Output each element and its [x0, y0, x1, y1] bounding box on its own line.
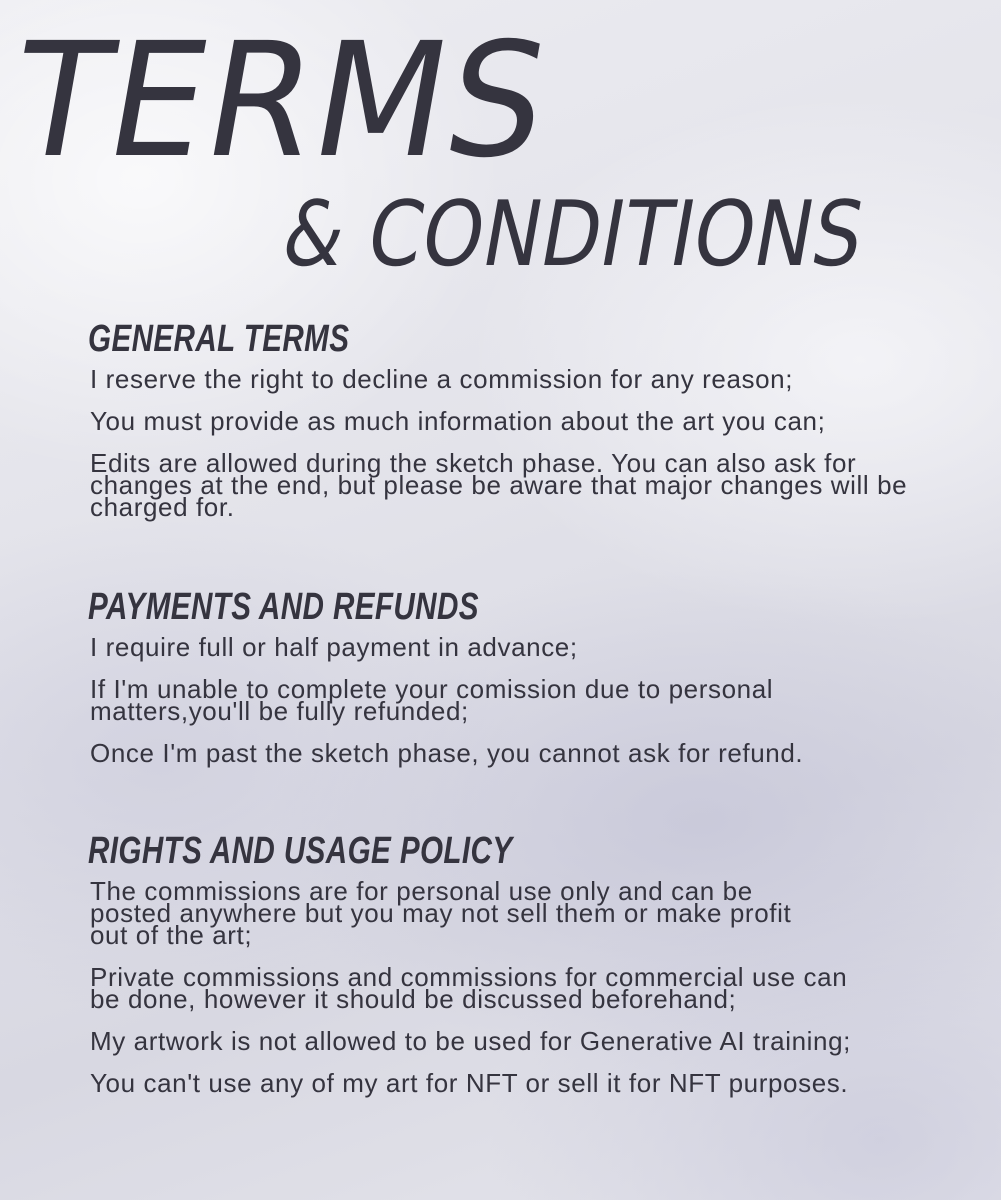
- title-terms: TERMS: [0, 9, 563, 193]
- title-conditions: & CONDITIONS: [274, 182, 872, 287]
- list-item: Edits are allowed during the sketch phase. You can also ask for changes at the end, but please be aware that major changes will be charged for.: [90, 448, 908, 522]
- list-item: You must provide as much information about the art you can;: [90, 406, 826, 436]
- list-item: The commissions are for personal use only and can be posted anywhere but you may not sell them or make profit out of the art;: [90, 876, 792, 950]
- list-item: I require full or half payment in advance;: [90, 632, 578, 662]
- list-item: You can't use any of my art for NFT or sell it for NFT purposes.: [90, 1068, 849, 1098]
- section-payments-and-refunds: [88, 586, 948, 776]
- section-rights-and-usage-policy: [88, 830, 948, 1106]
- section-heading: PAYMENTS AND REFUNDS: [88, 586, 479, 628]
- list-item: My artwork is not allowed to be used for Generative AI training;: [90, 1026, 851, 1056]
- list-item: Private commissions and commissions for commercial use can be done, however it should be discussed beforehand;: [90, 962, 848, 1014]
- list-item: Once I'm past the sketch phase, you cannot ask for refund.: [90, 738, 804, 768]
- list-item: I reserve the right to decline a commission for any reason;: [90, 364, 794, 394]
- section-heading: GENERAL TERMS: [88, 318, 350, 360]
- section-general-terms: [88, 318, 948, 530]
- section-heading: RIGHTS AND USAGE POLICY: [88, 830, 513, 872]
- list-item: If I'm unable to complete your comission due to personal matters,you'll be fully refunded;: [90, 674, 774, 726]
